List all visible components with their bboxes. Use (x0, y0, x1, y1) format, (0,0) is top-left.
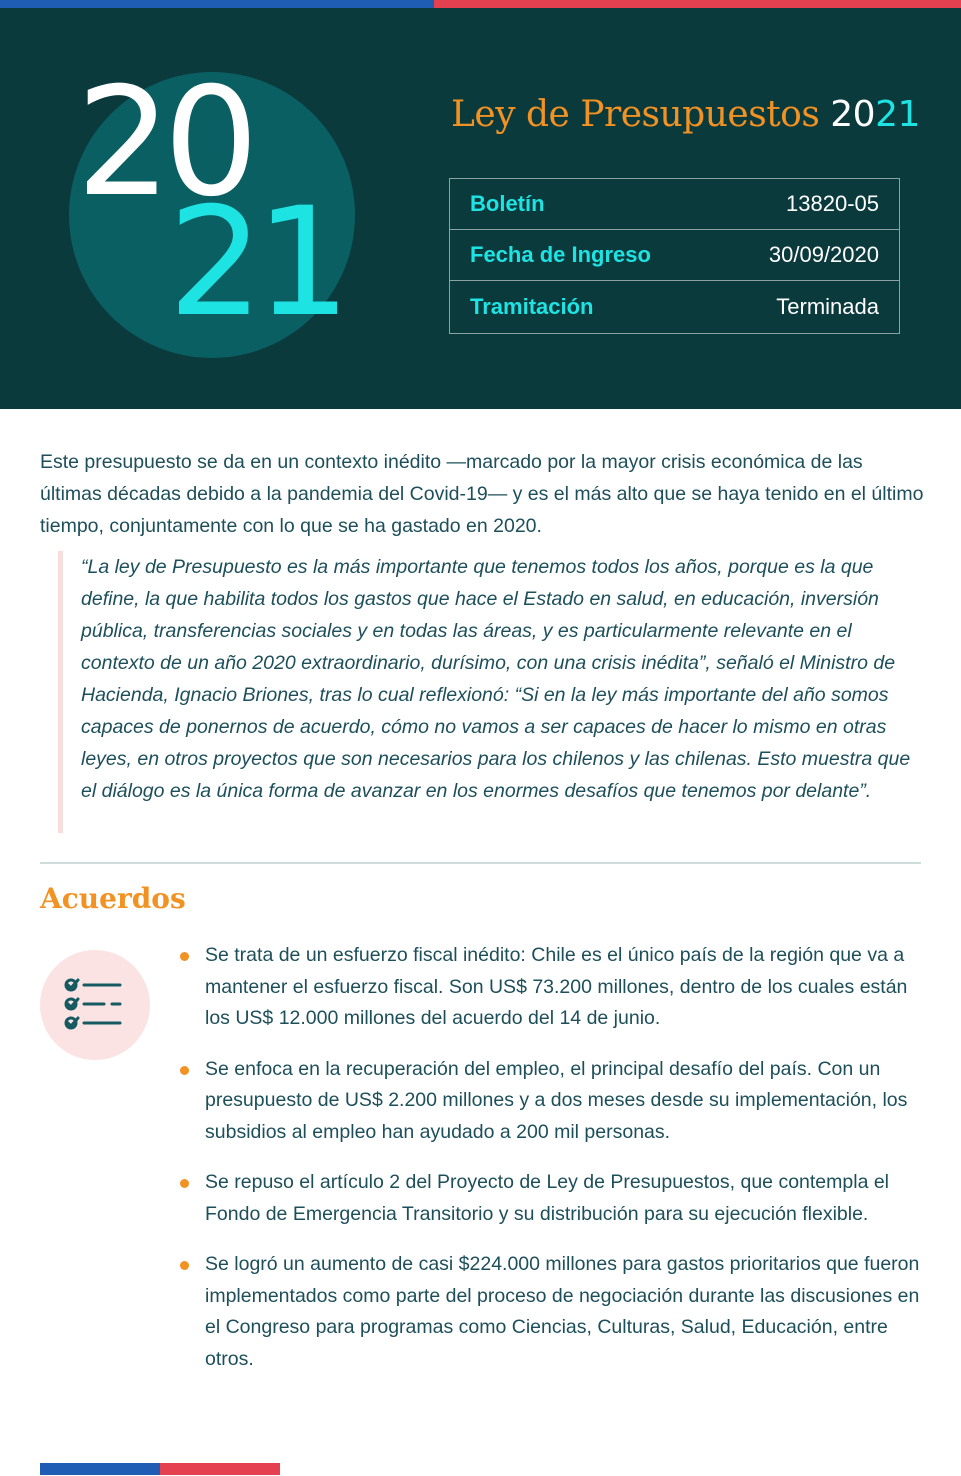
info-value: Terminada (776, 294, 879, 319)
minister-quote: “La ley de Presupuesto es la más importante que tenemos todos los años, porque es la que define, la que habilita todos los gastos que hace el Estado en salud, en educación, inversión pública, transferencias sociales y en todas las áreas, y es particularmente relevante en el contexto de un año 2020 extraordinario, durísimo, con una crisis inédita”, señaló el Ministro de Hacienda, Ignacio Briones, tras lo cual reflexionó: “Si en la ley más importante del año somos capaces de ponernos de acuerdo, cómo no vamos a ser capaces de hacer lo mismo en otras leyes, en otros proyectos que son necesarios para los chilenos y las chilenas. Esto muestra que el diálogo es la única forma de avanzar en los enormes desafíos que tenemos por delante”. (58, 551, 928, 833)
list-item-text: Se logró un aumento de casi $224.000 millones para gastos prioritarios que fueron implementados como parte del proceso de negociación durante las discusiones en el Congreso para programas como Ciencias, Culturas, Salud, Educación, entre otros. (205, 1253, 920, 1370)
bottom-color-bar (40, 1463, 280, 1475)
bullet-dot-icon (180, 952, 189, 961)
info-row-boletin (450, 179, 899, 230)
list-item (180, 1167, 925, 1230)
info-key: Fecha de Ingreso (470, 242, 651, 267)
intro-paragraph: Este presupuesto se da en un contexto inédito —marcado por la mayor crisis económica de las últimas décadas debido a la pandemia del Covid-19— y es el más alto que se haya tenido en el último tiempo, conjuntamente con lo que se ha gastado en 2020. (40, 451, 924, 537)
info-value: 30/09/2020 (768, 242, 879, 267)
info-key: Tramitación (470, 294, 594, 319)
hero-banner (0, 8, 961, 409)
bullet-dot-icon (180, 1179, 189, 1188)
bottom-bar-red-segment (160, 1463, 280, 1475)
info-value: 13820-05 (786, 191, 879, 216)
info-key: Boletín (470, 191, 545, 216)
list-item (180, 1249, 925, 1375)
list-item (180, 940, 925, 1035)
title-year-a: 20 (830, 94, 876, 135)
year-digits-bottom: 21 (168, 176, 343, 350)
section-divider (40, 862, 921, 864)
info-row-fecha (450, 230, 899, 281)
bullet-dot-icon (180, 1261, 189, 1270)
list-item-text: Se repuso el artículo 2 del Proyecto de Ley de Presupuestos, que contempla el Fondo de Emergencia Transitorio y su distribución para su ejecución flexible. (205, 1171, 890, 1225)
bottom-bar-blue-segment (40, 1463, 160, 1475)
title-text: Ley de Presupuestos (451, 94, 820, 135)
acuerdos-heading: Acuerdos (40, 882, 186, 915)
info-row-tramitacion (450, 281, 899, 333)
top-color-bar (0, 0, 961, 8)
year-digits-top: 20 (76, 56, 251, 230)
checklist-icon (62, 977, 128, 1033)
list-item-text: Se trata de un esfuerzo fiscal inédito: Chile es el único país de la región que va a mantener el esfuerzo fiscal. Son US$ 73.200 millones, dentro de los cuales están los US$ 12.000 millones del acuerdo del 14 de junio. (205, 944, 908, 1029)
top-bar-blue-segment (0, 0, 434, 8)
top-bar-red-segment (434, 0, 961, 8)
bullet-dot-icon (180, 1066, 189, 1075)
list-item (180, 1054, 925, 1149)
checklist-icon-badge (40, 950, 150, 1060)
acuerdos-list (180, 940, 925, 1394)
list-item-text: Se enfoca en la recuperación del empleo, el principal desafío del país. Con un presupuesto de US$ 2.200 millones y a dos meses desde su implementación, los subsidios al empleo han ayudado a 200 mil personas. (205, 1057, 908, 1143)
page-title (451, 94, 920, 135)
title-year-b: 21 (875, 94, 920, 135)
bill-info-table (449, 178, 900, 334)
